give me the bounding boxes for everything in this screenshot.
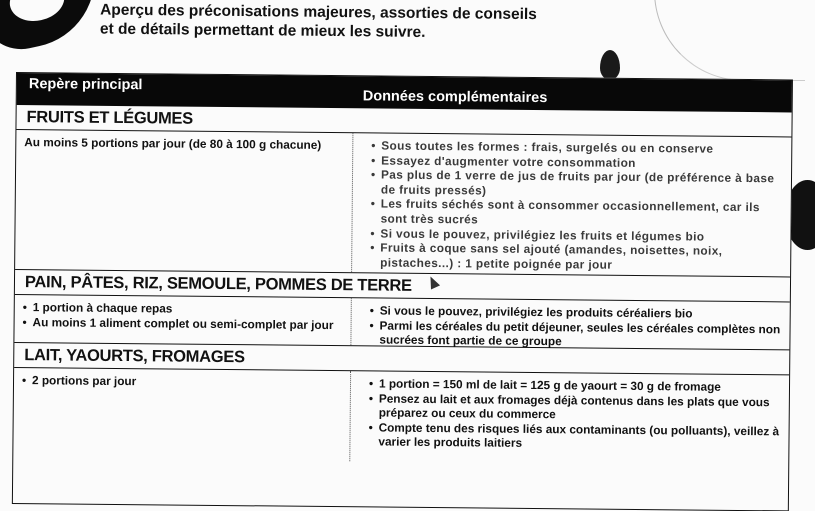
list-item: • Si vous le pouvez, privilégiez les produits céréaliers bio [370, 303, 782, 322]
list-item: • Sous toutes les formes : frais, surgelés ou en conserve [371, 138, 783, 157]
list-item: • Essayez d'augmenter votre consommation [371, 153, 783, 172]
header-col-details: Données complémentaires [362, 88, 548, 107]
main-recommendation-cell [14, 295, 351, 345]
list-item: • Parmi les céréales du petit déjeuner, seules les céréales complètes non sucrées font partie de ce groupe [369, 318, 781, 351]
details-cell [350, 371, 789, 465]
table-row [14, 295, 789, 350]
decorative-blob [0, 0, 108, 57]
list-item: • 1 portion à chaque repas [23, 300, 343, 318]
decorative-speckles [715, 5, 805, 65]
decorative-drop [600, 50, 620, 80]
section-title-fruits-legumes: FRUITS ET LÉGUMES [16, 105, 791, 137]
recommendations-table [12, 72, 793, 511]
list-item: • Fruits à coque sans sel ajouté (amandes, noisettes, noix, pistaches...) : 1 petite poignée par jour [370, 241, 782, 274]
table-row [15, 130, 791, 277]
list-item: • 2 portions par jour [22, 373, 342, 391]
list-item: • Compte tenu des risques liés aux contaminants (ou polluants), veillez à varier les produits laitiers [368, 420, 780, 453]
table-row [13, 368, 789, 465]
list-item: • Si vous le pouvez, privilégiez les fruits et légumes bio [370, 226, 782, 245]
main-recommendation-cell [15, 130, 353, 272]
intro-line-2: et de détails permettant de mieux les suivre. [99, 20, 426, 41]
list-item: • 1 portion = 150 ml de lait = 125 g de yaourt = 30 g de fromage [369, 376, 781, 395]
list-item: • Pensez au lait et aux fromages déjà contenus dans les plats que vous préparez ou ceux du commerce [369, 391, 781, 424]
list-item: Au moins 5 portions par jour (de 80 à 100 g chacune) [24, 135, 322, 152]
list-item: • Pas plus de 1 verre de jus de fruits par jour (de préférence à base de fruits pressés) [371, 168, 783, 201]
intro-text [100, 1, 570, 44]
details-cell [351, 298, 789, 349]
main-recommendation-cell [13, 368, 351, 461]
list-item: • Au moins 1 aliment complet ou semi-complet par jour [23, 315, 343, 333]
section-title-feculents: PAIN, PÂTES, RIZ, SEMOULE, POMMES DE TERRE [15, 270, 790, 302]
details-cell [352, 133, 791, 276]
intro-line-1: Aperçu des préconisations majeures, assorties de conseils [100, 1, 537, 24]
list-item: • Les fruits séchés sont à consommer occasionnellement, car ils sont très sucrés [371, 197, 783, 230]
header-col-main: Repère principal [28, 76, 143, 94]
section-title-laitiers: LAIT, YAOURTS, FROMAGES [14, 343, 789, 375]
